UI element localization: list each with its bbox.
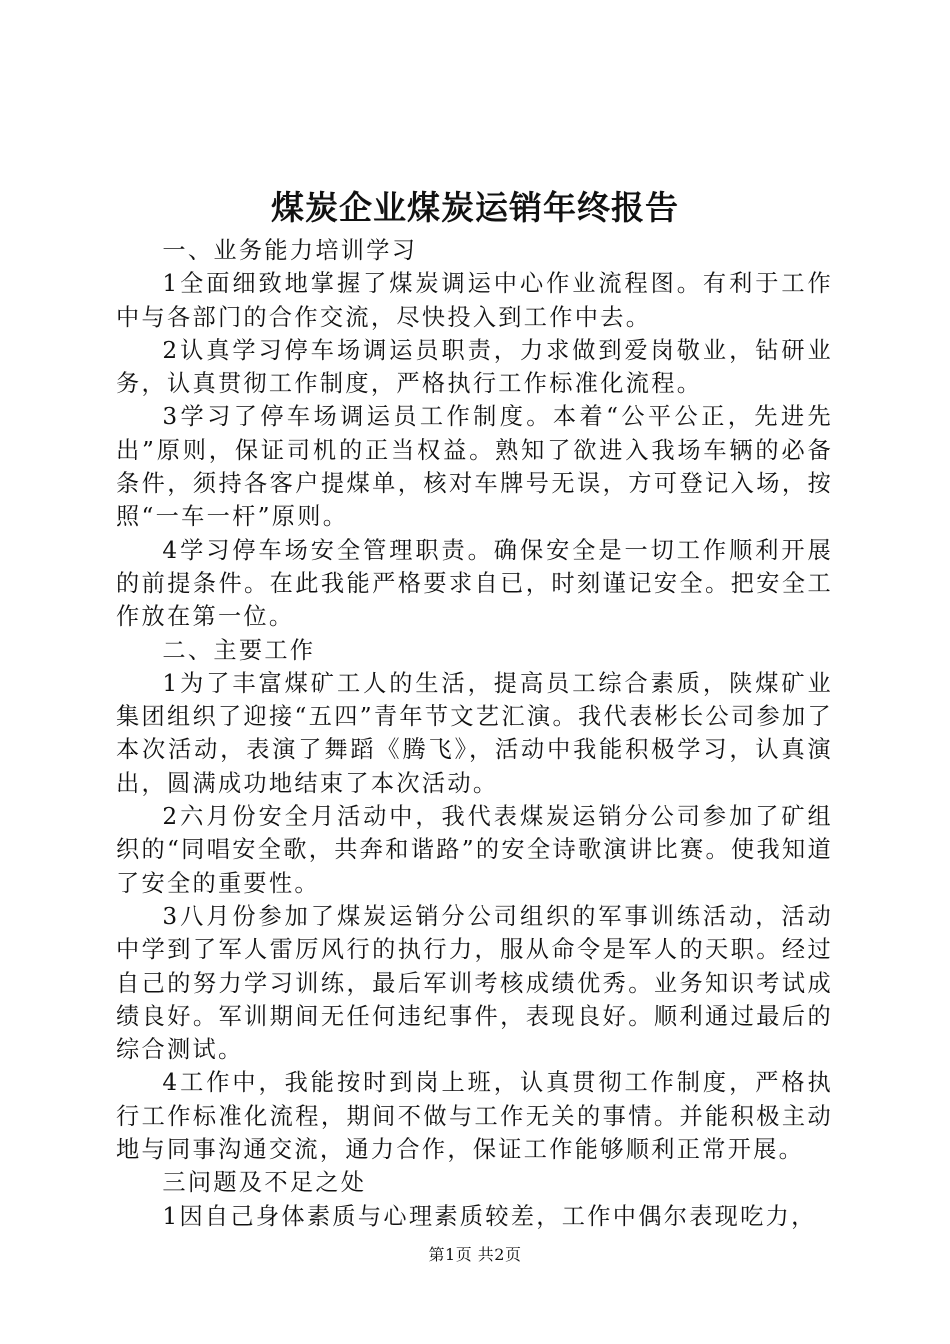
paragraph: 3八月份参加了煤炭运销分公司组织的军事训练活动，活动中学到了军人雷厉风行的执行力，服从命令是军人的天职。经过自己的努力学习训练，最后军训考核成绩优秀。业务知识考试成绩良好。军训期间无任何违纪事件，表现良好。顺利通过最后的综合测试。 [116,902,833,1064]
paragraph: 1因自己身体素质与心理素质较差，工作中偶尔表现吃力， [162,1202,817,1230]
paragraph: 2六月份安全月活动中，我代表煤炭运销分公司参加了矿组织的“同唱安全歌，共奔和谐路”的安全诗歌演讲比赛。使我知道了安全的重要性。 [116,803,833,897]
section-heading: 二、主要工作 [162,636,316,664]
page-number-footer: 第1页 共2页 [428,1245,522,1264]
paragraph: 1全面细致地掌握了煤炭调运中心作业流程图。有利于工作中与各部门的合作交流，尽快投入到工作中去。 [116,270,833,331]
paragraph: 3学习了停车场调运员工作制度。本着“公平公正，先进先出”原则，保证司机的正当权益。熟知了欲进入我场车辆的必备条件，须持各客户提煤单，核对车牌号无误，方可登记入场，按照“一车一杆”原则。 [116,403,833,531]
paragraph: 1为了丰富煤矿工人的生活，提高员工综合素质，陕煤矿业集团组织了迎接“五四”青年节文艺汇演。我代表彬长公司参加了本次活动，表演了舞蹈《腾飞》，活动中我能积极学习，认真演出，圆满成功地结束了本次活动。 [116,669,833,797]
section-heading: 三问题及不足之处 [162,1169,367,1197]
paragraph: 4学习停车场安全管理职责。确保安全是一切工作顺利开展的前提条件。在此我能严格要求自已，时刻谨记安全。把安全工作放在第一位。 [116,536,833,631]
section-heading: 一、业务能力培训学习 [162,237,418,264]
document-title: 煤炭企业煤炭运销年终报告 [271,188,679,227]
paragraph: 4工作中，我能按时到岗上班，认真贯彻工作制度，严格执行工作标准化流程，期间不做与工作无关的事情。并能积极主动地与同事沟通交流，通力合作，保证工作能够顺利正常开展。 [116,1069,833,1164]
paragraph: 2认真学习停车场调运员职责，力求做到爱岗敬业，钻研业务，认真贯彻工作制度，严格执行工作标准化流程。 [116,336,833,398]
document-body [116,234,833,1233]
